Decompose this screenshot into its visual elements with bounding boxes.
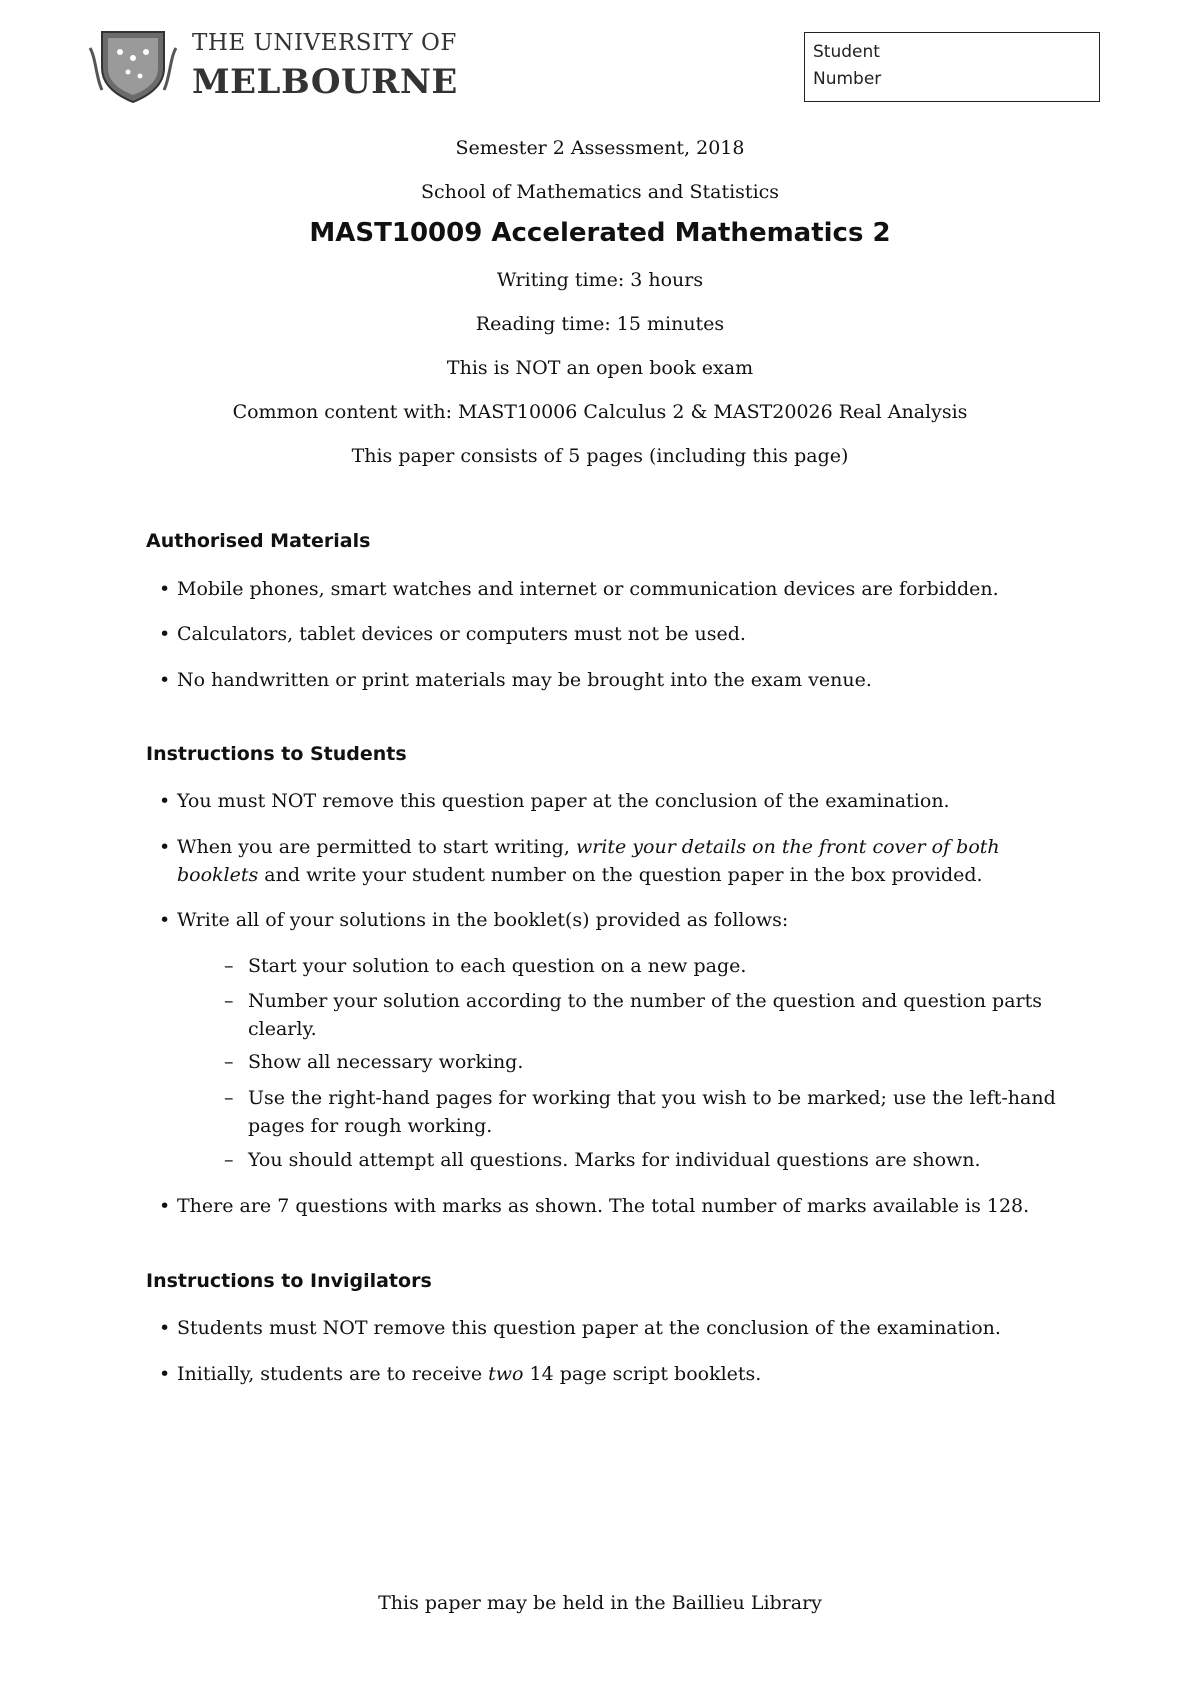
- item-emphasis: write your details on the front cover of both booklets: [177, 836, 1000, 886]
- list-item: • No handwritten or print materials may be brought into the exam venue.: [177, 666, 1077, 694]
- list-item: • Write all of your solutions in the booklet(s) provided as follows:: [177, 906, 1077, 934]
- university-name-line2: MELBOURNE: [192, 62, 458, 102]
- list-item: [177, 833, 1077, 889]
- authorised-materials-heading: Authorised Materials: [146, 530, 371, 552]
- writing-time: Writing time: 3 hours: [496, 269, 704, 291]
- item-text: and write your student number on the question paper in the box provided.: [258, 864, 983, 886]
- student-number-box[interactable]: [804, 32, 1100, 102]
- list-item: • Mobile phones, smart watches and internet or communication devices are forbidden.: [177, 575, 1077, 603]
- list-item: • There are 7 questions with marks as shown. The total number of marks available is 128.: [177, 1192, 1077, 1220]
- item-text: When you are permitted to start writing,: [177, 836, 576, 858]
- list-item: • Students must NOT remove this question paper at the conclusion of the examination.: [177, 1314, 1077, 1342]
- instructions-students-heading: Instructions to Students: [146, 743, 407, 765]
- instructions-invigilators-heading: Instructions to Invigilators: [146, 1270, 432, 1292]
- sub-list-item: – Start your solution to each question on a new page.: [248, 952, 1068, 980]
- university-name-line1: THE UNIVERSITY OF: [192, 30, 457, 56]
- item-text: Initially, students are to receive: [177, 1363, 489, 1385]
- semester-line: Semester 2 Assessment, 2018: [455, 137, 745, 159]
- sub-list-item: – Use the right-hand pages for working that you wish to be marked; use the left-hand pages for rough working.: [248, 1084, 1068, 1140]
- student-box-label-1: Student: [813, 42, 880, 62]
- page-count: This paper consists of 5 pages (including this page): [351, 445, 849, 467]
- item-text: 14 page script booklets.: [523, 1363, 762, 1385]
- list-item: • Calculators, tablet devices or computers must not be used.: [177, 620, 1077, 648]
- sub-list-item: – Number your solution according to the number of the question and question parts clearly.: [248, 987, 1068, 1043]
- exam-title: MAST10009 Accelerated Mathematics 2: [309, 218, 891, 248]
- sub-list-item: – Show all necessary working.: [248, 1048, 1068, 1076]
- university-logo: [88, 28, 458, 108]
- book-status: This is NOT an open book exam: [446, 357, 754, 379]
- item-emphasis: two: [488, 1363, 524, 1385]
- common-content: Common content with: MAST10006 Calculus 2 & MAST20026 Real Analysis: [232, 401, 968, 423]
- list-item: [177, 1360, 1077, 1388]
- university-crest-icon: [88, 28, 178, 104]
- footer-note: This paper may be held in the Baillieu Library: [378, 1592, 822, 1614]
- reading-time: Reading time: 15 minutes: [475, 313, 725, 335]
- student-box-label-2: Number: [813, 69, 882, 89]
- sub-list-item: – You should attempt all questions. Marks for individual questions are shown.: [248, 1146, 1068, 1174]
- school-line: School of Mathematics and Statistics: [420, 181, 780, 203]
- list-item: • You must NOT remove this question paper at the conclusion of the examination.: [177, 787, 1077, 815]
